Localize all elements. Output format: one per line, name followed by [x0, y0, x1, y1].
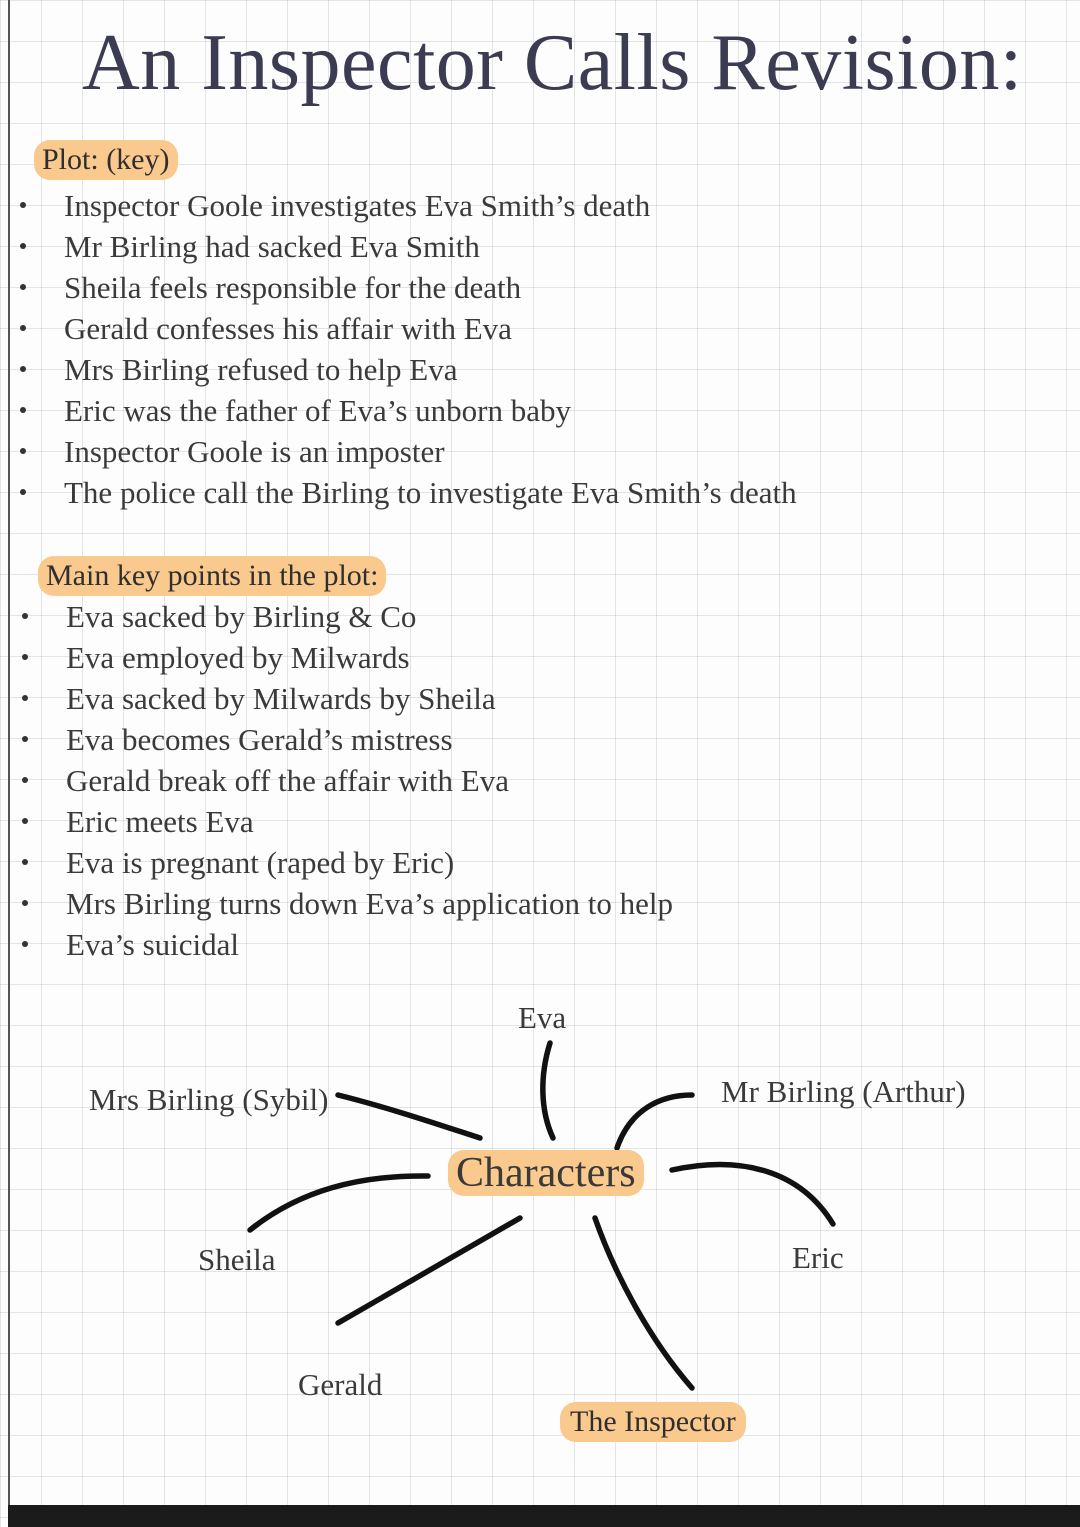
connector-mr-birling — [617, 1095, 692, 1148]
list-item: The police call the Birling to investigate Eva Smith’s death — [64, 472, 797, 513]
character-eva: Eva — [518, 1000, 567, 1035]
list-item: Inspector Goole is an imposter — [64, 431, 797, 472]
character-mrs-birling: Mrs Birling (Sybil) — [89, 1082, 329, 1117]
list-item: Sheila feels responsible for the death — [64, 267, 797, 308]
character-mr-birling: Mr Birling (Arthur) — [721, 1074, 966, 1109]
plot-heading: Plot: (key) — [34, 140, 178, 180]
list-item: Mrs Birling turns down Eva’s application to help — [66, 883, 673, 924]
list-item: Gerald break off the affair with Eva — [66, 760, 673, 801]
list-item: Mrs Birling refused to help Eva — [64, 349, 797, 390]
characters-center-node: Characters — [448, 1150, 644, 1196]
list-item: Inspector Goole investigates Eva Smith’s death — [64, 185, 797, 226]
connector-eric — [672, 1165, 833, 1224]
list-item: Eva sacked by Milwards by Sheila — [66, 678, 673, 719]
character-sheila: Sheila — [198, 1242, 276, 1277]
connector-gerald — [338, 1218, 520, 1323]
page-bottom-edge — [8, 1505, 1080, 1527]
list-item: Eva is pregnant (raped by Eric) — [66, 842, 673, 883]
connector-inspector — [595, 1218, 692, 1388]
list-item: Eric was the father of Eva’s unborn baby — [64, 390, 797, 431]
connector-sheila — [250, 1176, 428, 1230]
page-title: An Inspector Calls Revision: — [82, 19, 1023, 107]
list-item: Mr Birling had sacked Eva Smith — [64, 226, 797, 267]
list-item: Eva’s suicidal — [66, 924, 673, 965]
character-inspector: The Inspector — [560, 1402, 746, 1442]
connector-eva — [543, 1043, 553, 1138]
list-item: Gerald confesses his affair with Eva — [64, 308, 797, 349]
character-eric: Eric — [792, 1240, 844, 1275]
list-item: Eva sacked by Birling & Co — [66, 596, 673, 637]
key-points-heading: Main key points in the plot: — [38, 556, 386, 596]
connector-mrs-birling — [338, 1095, 480, 1138]
list-item: Eva employed by Milwards — [66, 637, 673, 678]
list-item: Eric meets Eva — [66, 801, 673, 842]
list-item: Eva becomes Gerald’s mistress — [66, 719, 673, 760]
character-gerald: Gerald — [298, 1367, 383, 1402]
